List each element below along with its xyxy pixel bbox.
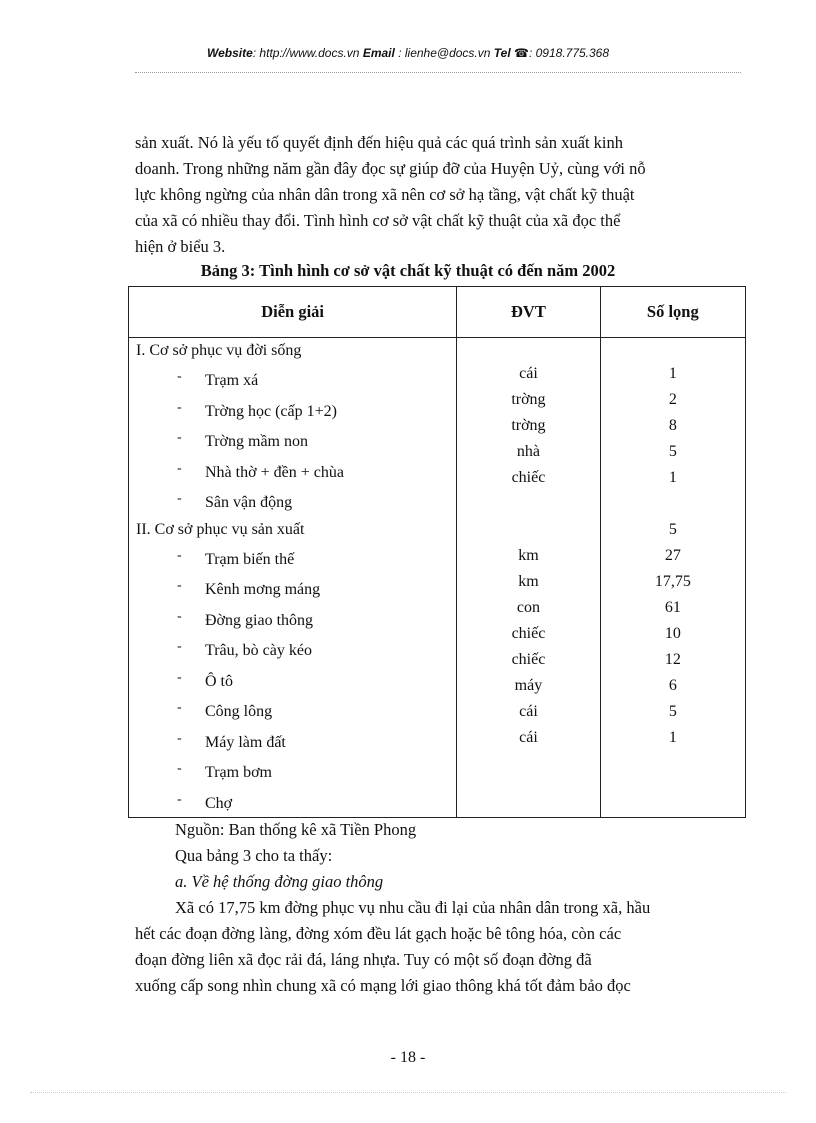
quantity-cell: 6 [668,677,677,694]
website-label: Website [206,46,253,60]
facility-item: - Sân vận động [129,486,456,517]
tel-value: : 0918.775.368 [528,46,610,60]
header-unit: ĐVT [457,287,600,338]
description-column [129,338,457,818]
website-value: : http://www.docs.vn [252,46,360,60]
page-header [0,46,816,60]
quantity-cell: 1 [668,469,677,486]
quantity-cell: 10 [664,625,681,642]
quantity-cell: 17,75 [654,573,691,590]
unit-cell: cái [519,703,538,720]
quantity-cell: 5 [668,443,677,460]
table-title: Bảng 3: Tình hình cơ sở vật chất kỹ thuật có đến năm 2002 [200,261,616,280]
quantity-cell: 12 [664,651,681,668]
facility-item: - Trạm bơm [129,756,456,787]
facility-item: - Đờng giao thông [129,604,456,635]
email-label: Email [362,46,395,60]
facility-item: - Công lông [129,695,456,726]
observation-intro: Qua bảng 3 cho ta thấy: [175,846,333,865]
unit-cell: chiếc [511,469,546,486]
unit-cell [457,491,599,517]
unit-cell: trờng [511,417,546,434]
quantity-cell: 27 [664,547,681,564]
facility-item: - Ô tô [129,665,456,696]
unit-column [457,338,600,818]
unit-cell: nhà [516,443,540,460]
unit-cell: trờng [511,391,546,408]
email-value: : lienhe@docs.vn [398,46,491,60]
facility-item: - Máy làm đất [129,726,456,757]
paragraph-line: hết các đoạn đờng làng, đờng xóm đều lát gạch hoặc bê tông hóa, còn các [135,924,622,943]
subheading: a. Về hệ thống đờng giao thông [175,872,384,891]
unit-cell: chiếc [511,625,546,642]
intro-line: hiện ở biểu 3. [135,237,226,256]
quantity-cell: 1 [668,729,677,746]
footer-divider [30,1092,786,1093]
intro-paragraph [135,130,739,260]
facility-item: - Trờng mầm non [129,425,456,456]
analysis-section [135,817,739,999]
paragraph-line: xuống cấp song nhìn chung xã có mạng lới giao thông khá tốt đảm bảo đọc [135,976,631,995]
facility-item: - Chợ [129,787,456,818]
unit-cell: con [516,599,540,616]
facilities-table [128,286,746,818]
quantity-cell: 61 [664,599,681,616]
facility-item: - Trâu, bò cày kéo [129,634,456,665]
header-description: Diễn giải [129,287,457,338]
quantity-cell: 8 [668,417,677,434]
facility-item: - Trạm biến thế [129,543,456,574]
paragraph-line: Xã có 17,75 km đờng phục vụ nhu cầu đi lại của nhân dân trong xã, hầu [175,898,651,917]
unit-cell: km [518,547,539,564]
quantity-column [600,338,745,818]
intro-line: lực không ngừng của nhân dân trong xã nên cơ sở hạ tầng, vật chất kỹ thuật [135,185,635,204]
facility-item: - Trạm xá [129,364,456,395]
paragraph-line: đoạn đờng liên xã đọc rải đá, láng nhựa. Tuy có một số đoạn đờng đã [135,950,592,969]
quantity-cell: 5 [668,521,677,538]
quantity-cell [601,491,745,517]
section-heading: II. Cơ sở phục vụ sản xuất [136,520,305,538]
header-quantity: Số lọng [600,287,745,338]
unit-cell: chiếc [511,651,546,668]
facility-item: - Kênh mơng máng [129,573,456,604]
header-divider [135,72,741,73]
unit-cell: máy [514,677,543,694]
table-source: Nguồn: Ban thống kê xã Tiền Phong [175,820,417,839]
unit-cell [457,517,599,543]
analysis-paragraph [135,895,739,999]
intro-line: doanh. Trong những năm gần đây đọc sự giúp đỡ của Huyện Uỷ, cùng với nỗ [135,159,646,178]
intro-line: của xã có nhiều thay đổi. Tình hình cơ sở vật chất kỹ thuật của xã đọc thể [135,211,621,230]
unit-cell: cái [519,729,538,746]
quantity-cell: 1 [668,365,677,382]
quantity-cell: 2 [668,391,677,408]
unit-cell: km [518,573,539,590]
spacer [457,338,599,361]
unit-cell: cái [519,365,538,382]
facility-item: - Nhà thờ + đền + chùa [129,456,456,487]
table-body-row [129,338,746,818]
page-number: - 18 - [390,1049,426,1066]
quantity-cell: 5 [668,703,677,720]
spacer [601,338,745,361]
intro-line: sản xuất. Nó là yếu tố quyết định đến hiệu quả các quá trình sản xuất kinh [135,133,623,152]
tel-label: Tel ☎ [493,46,529,60]
facility-item: - Trờng học (cấp 1+2) [129,395,456,426]
table-header-row [129,287,746,338]
section-heading: I. Cơ sở phục vụ đời sống [136,342,302,359]
